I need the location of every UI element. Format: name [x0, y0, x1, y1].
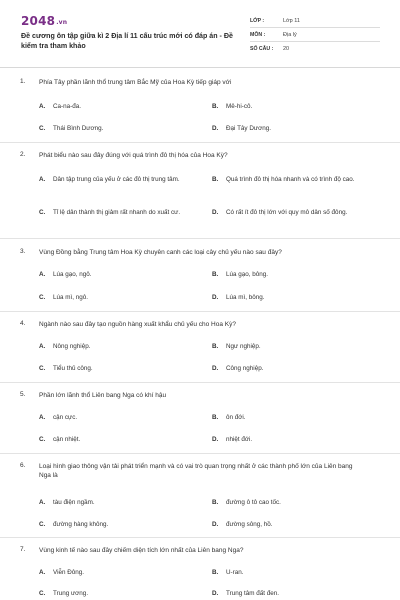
option-text: Đại Tây Dương. — [226, 125, 271, 132]
question-text: Vùng Đồng bằng Trung tâm Hoa Kỳ chuyên canh các loại cây chủ yếu nào sau đây? — [39, 249, 282, 256]
option-a[interactable] — [39, 568, 84, 577]
document-meta — [250, 14, 380, 56]
question-text: Vùng kinh tế nào sau đây chiếm diện tích lớn nhất của Liên bang Nga? — [39, 547, 244, 554]
option-text: Trung ương. — [53, 590, 89, 597]
option-c[interactable] — [39, 520, 108, 529]
option-letter: A. — [39, 176, 46, 183]
question-number: 4. — [20, 320, 26, 327]
option-letter: B. — [212, 414, 219, 421]
option-text: Lúa mì, bông. — [226, 294, 265, 301]
option-text: Mê-hi-cô. — [226, 103, 253, 110]
option-letter: B. — [212, 499, 219, 506]
option-text: cận nhiệt. — [53, 436, 81, 443]
option-text: Ca-na-đa. — [53, 103, 82, 110]
document-title: Đề cương ôn tập giữa kì 2 Địa lí 11 cấu trúc mới có đáp án - Đề kiểm tra tham khảo — [21, 32, 233, 50]
option-d[interactable] — [212, 589, 279, 598]
option-letter: A. — [39, 414, 46, 421]
option-b[interactable] — [212, 413, 246, 422]
option-letter: B. — [212, 343, 219, 350]
option-text: cận cực. — [53, 414, 78, 421]
option-letter: A. — [39, 343, 46, 350]
option-letter: B. — [212, 271, 219, 278]
option-letter: B. — [212, 176, 219, 183]
option-d[interactable] — [212, 364, 263, 373]
option-a[interactable] — [39, 413, 77, 422]
meta-row-class — [250, 14, 380, 28]
option-text: Lúa mì, ngô. — [53, 294, 89, 301]
question-text: Loại hình giao thông vận tải phát triển mạnh và có vai trò quan trọng nhất ở các thành phố lớn của Liên bang Nga là — [39, 463, 353, 479]
option-d[interactable] — [212, 520, 273, 529]
option-text: U-ran. — [226, 569, 244, 576]
option-letter: B. — [212, 569, 219, 576]
option-text: ôn đới. — [226, 414, 246, 421]
option-text: Tỉ lệ dân thành thị giảm rất nhanh do xuất cư. — [53, 209, 181, 216]
option-letter: C. — [39, 365, 46, 372]
option-text: Trung tâm đất đen. — [226, 590, 279, 597]
meta-value: Địa lý — [283, 31, 297, 38]
option-text: Thái Bình Dương. — [53, 125, 104, 132]
option-letter: D. — [212, 590, 219, 597]
option-letter: C. — [39, 436, 46, 443]
option-letter: A. — [39, 271, 46, 278]
option-b[interactable] — [212, 270, 268, 279]
header-divider — [0, 67, 400, 68]
question-divider — [0, 238, 400, 239]
logo-brand: 2048 — [21, 14, 56, 28]
option-text: Lúa gạo, bông. — [226, 271, 269, 278]
option-letter: A. — [39, 103, 46, 110]
question-divider — [0, 453, 400, 454]
option-a[interactable] — [39, 498, 95, 507]
option-a[interactable] — [39, 102, 81, 111]
option-letter: A. — [39, 499, 46, 506]
question-divider — [0, 311, 400, 312]
option-c[interactable] — [39, 364, 93, 373]
meta-row-count — [250, 42, 380, 56]
option-letter: C. — [39, 294, 46, 301]
question-text: Phát biểu nào sau đây đúng với quá trình đô thị hóa của Hoa Kỳ? — [39, 152, 228, 159]
option-letter: D. — [212, 125, 219, 132]
option-text: Lúa gạo, ngô. — [53, 271, 92, 278]
question-number: 5. — [20, 391, 26, 398]
meta-value: 20 — [283, 46, 290, 52]
option-text: Có rất ít đô thị lớn với quy mô dân số đông. — [226, 209, 348, 216]
question-number: 3. — [20, 248, 26, 255]
option-text: Quá trình đô thị hóa nhanh và có trình độ cao. — [226, 176, 355, 183]
option-b[interactable] — [212, 568, 244, 577]
option-c[interactable] — [39, 208, 203, 217]
option-letter: B. — [212, 103, 219, 110]
question-number: 7. — [20, 546, 26, 553]
question-divider — [0, 142, 400, 143]
question-divider — [0, 382, 400, 383]
option-letter: D. — [212, 436, 219, 443]
logo-suffix: .vn — [56, 19, 68, 26]
option-text: nhiệt đới. — [226, 436, 253, 443]
option-text: tàu điện ngầm. — [53, 499, 95, 506]
option-letter: D. — [212, 209, 219, 216]
option-text: Dân tập trung của yếu ở các đô thị trung tâm. — [53, 176, 180, 183]
option-d[interactable] — [212, 293, 265, 302]
question-number: 1. — [20, 78, 26, 85]
option-letter: D. — [212, 365, 219, 372]
option-text: Tiểu thủ công. — [53, 365, 93, 372]
option-letter: A. — [39, 569, 46, 576]
option-c[interactable] — [39, 435, 80, 444]
meta-label: MÔN : — [250, 31, 266, 38]
option-letter: C. — [39, 521, 46, 528]
option-b[interactable] — [212, 498, 281, 507]
question-number: 2. — [20, 151, 26, 158]
option-letter: D. — [212, 521, 219, 528]
option-letter: C. — [39, 125, 46, 132]
option-d[interactable] — [212, 124, 271, 133]
question-text: Phần lớn lãnh thổ Liên bang Nga có khí hậu — [39, 392, 167, 399]
option-text: Viễn Đông. — [53, 569, 85, 576]
question-text: Ngành nào sau đây tạo nguồn hàng xuất khẩu chủ yếu cho Hoa Kỳ? — [39, 321, 236, 328]
option-a[interactable] — [39, 270, 92, 279]
meta-label: SỐ CÂU : — [250, 46, 274, 52]
option-letter: C. — [39, 590, 46, 597]
option-d[interactable] — [212, 435, 252, 444]
option-b[interactable] — [212, 175, 376, 184]
option-c[interactable] — [39, 589, 88, 598]
option-a[interactable] — [39, 175, 193, 184]
option-text: đường ô tô cao tốc. — [226, 499, 281, 506]
option-text: Công nghiệp. — [226, 365, 264, 372]
meta-label: LỚP : — [250, 17, 265, 24]
site-logo[interactable] — [21, 14, 67, 28]
option-a[interactable] — [39, 342, 90, 351]
option-b[interactable] — [212, 102, 252, 111]
option-text: đường sông, hồ. — [226, 521, 273, 528]
question-number: 6. — [20, 462, 26, 469]
question-text: Phía Tây phần lãnh thổ trung tâm Bắc Mỹ của Hoa Kỳ tiếp giáp với — [39, 79, 232, 86]
option-letter: D. — [212, 294, 219, 301]
meta-value: Lớp 11 — [283, 17, 300, 24]
header — [0, 0, 400, 68]
meta-row-subject — [250, 28, 380, 42]
question-divider — [0, 537, 400, 538]
option-letter: C. — [39, 209, 46, 216]
option-d[interactable] — [212, 208, 396, 217]
option-c[interactable] — [39, 124, 103, 133]
option-c[interactable] — [39, 293, 88, 302]
option-text: Nông nghiệp. — [53, 343, 91, 350]
option-text: đường hàng không. — [53, 521, 109, 528]
option-text: Ngư nghiệp. — [226, 343, 261, 350]
option-b[interactable] — [212, 342, 261, 351]
